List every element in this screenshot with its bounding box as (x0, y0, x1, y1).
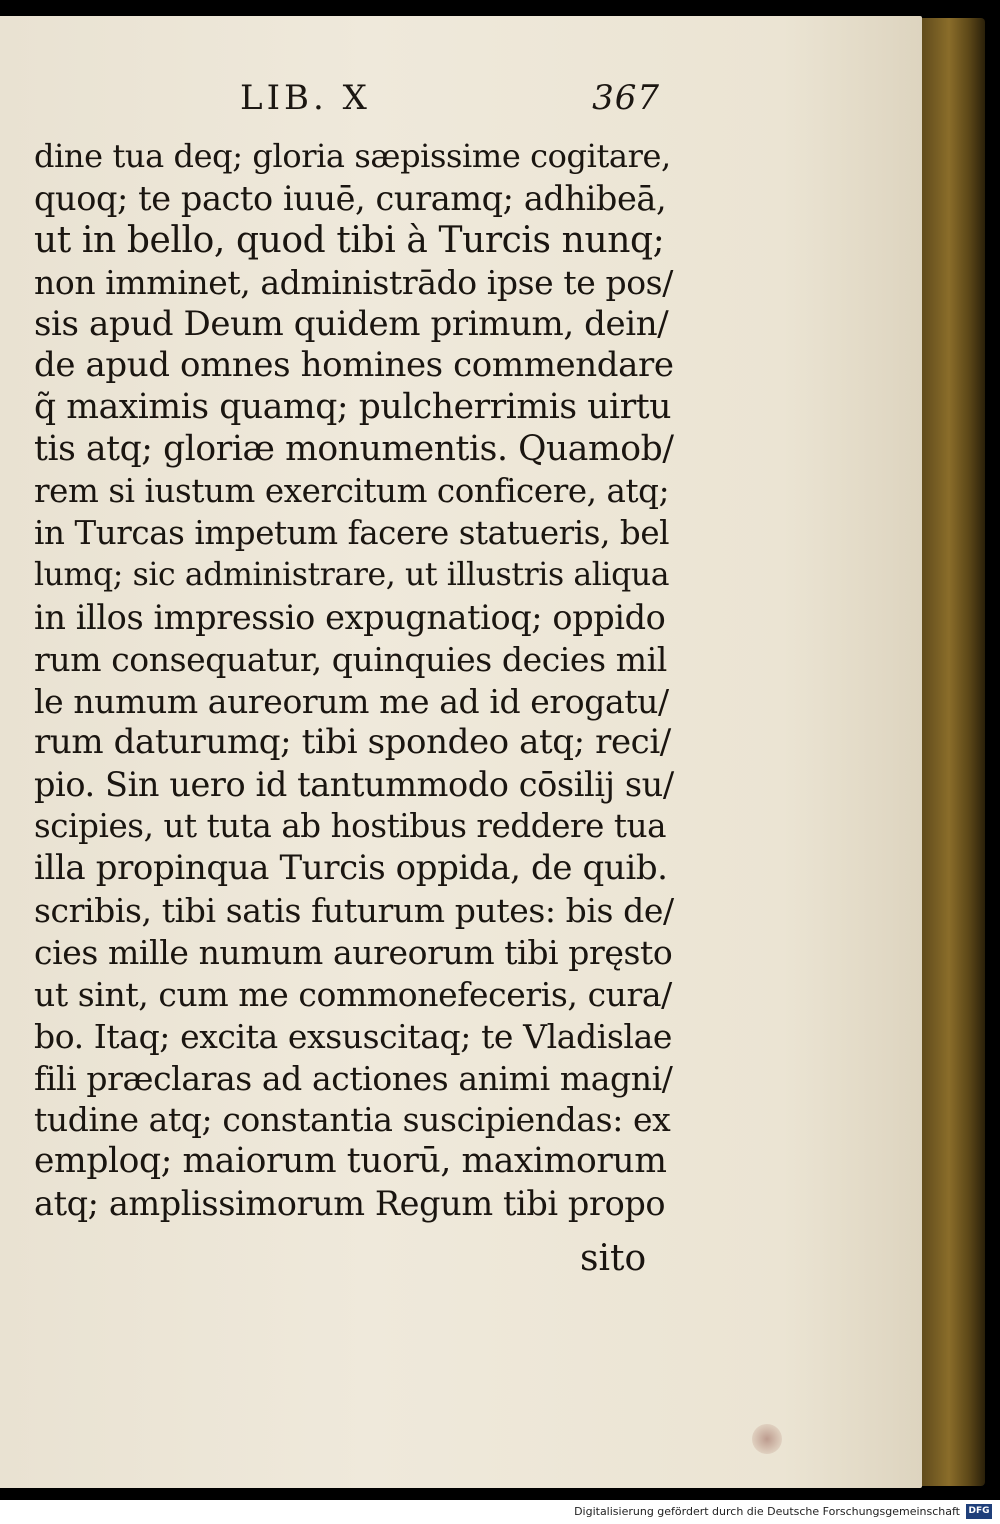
running-head (240, 78, 670, 122)
text-line: rum daturumq; tibi spondeo atq; reci/ (34, 722, 671, 763)
text-line: emploq; maiorum tuorū, maximorum (34, 1141, 667, 1182)
text-line: atq; amplissimorum Regum tibi propo (34, 1184, 666, 1224)
paper-stain (752, 1424, 782, 1454)
text-line: bo. Itaq; excita exsuscitaq; te Vladislae (34, 1016, 672, 1056)
text-line: sis apud Deum quidem primum, dein/ (34, 303, 669, 344)
dfg-logo-icon: DFG (966, 1504, 992, 1519)
text-line: quoq; te pacto iuuē, curamq; adhibeā, (34, 178, 667, 218)
catchword: sito (580, 1238, 647, 1279)
text-line: scipies, ut tuta ab hostibus reddere tua (34, 807, 667, 846)
text-line: scribis, tibi satis futurum putes: bis de/ (34, 891, 674, 931)
text-line: in Turcas impetum facere statueris, bel (34, 514, 670, 553)
text-line: tis atq; gloriæ monumentis. Quamob/ (34, 429, 674, 470)
text-line: le numum aureorum me ad id erogatu/ (34, 681, 669, 721)
text-line: rem si iustum exercitum conficere, atq; (34, 472, 670, 511)
page-number: 367 (592, 78, 660, 118)
text-line: cies mille numum aureorum tibi pręsto (34, 932, 673, 972)
text-line: fili præclaras ad actiones animi magni/ (34, 1058, 673, 1098)
text-line: dine tua deq; gloria sæpissime cogitare, (34, 137, 671, 175)
text-line: non imminet, administrādo ipse te pos/ (34, 262, 673, 302)
text-line: de apud omnes homines commendare (34, 345, 674, 386)
text-line: pio. Sin uero id tantummodo cōsilij su/ (34, 765, 674, 805)
text-block (34, 136, 674, 1225)
text-line: tudine atq; constantia suscipiendas: ex (34, 1100, 671, 1140)
text-line: rum consequatur, quinquies decies mil (34, 639, 667, 679)
text-line: q̃ maximis quamq; pulcherrimis uirtu (34, 387, 672, 428)
text-line: lumq; sic administrare, ut illustris aliqua (34, 556, 670, 593)
footer-bar (0, 1500, 1000, 1524)
text-line: illa propinqua Turcis oppida, de quib. (34, 848, 668, 889)
digitization-credit: Digitalisierung gefördert durch die Deutsche Forschungsgemeinschaft (574, 1505, 960, 1518)
text-line: ut in bello, quod tibi à Turcis nunq; (34, 219, 665, 261)
text-line: ut sint, cum me commonefeceris, cura/ (34, 974, 672, 1014)
text-line: in illos impressio expugnatioq; oppido (34, 597, 666, 637)
running-head-title: LIB. X (240, 78, 371, 118)
